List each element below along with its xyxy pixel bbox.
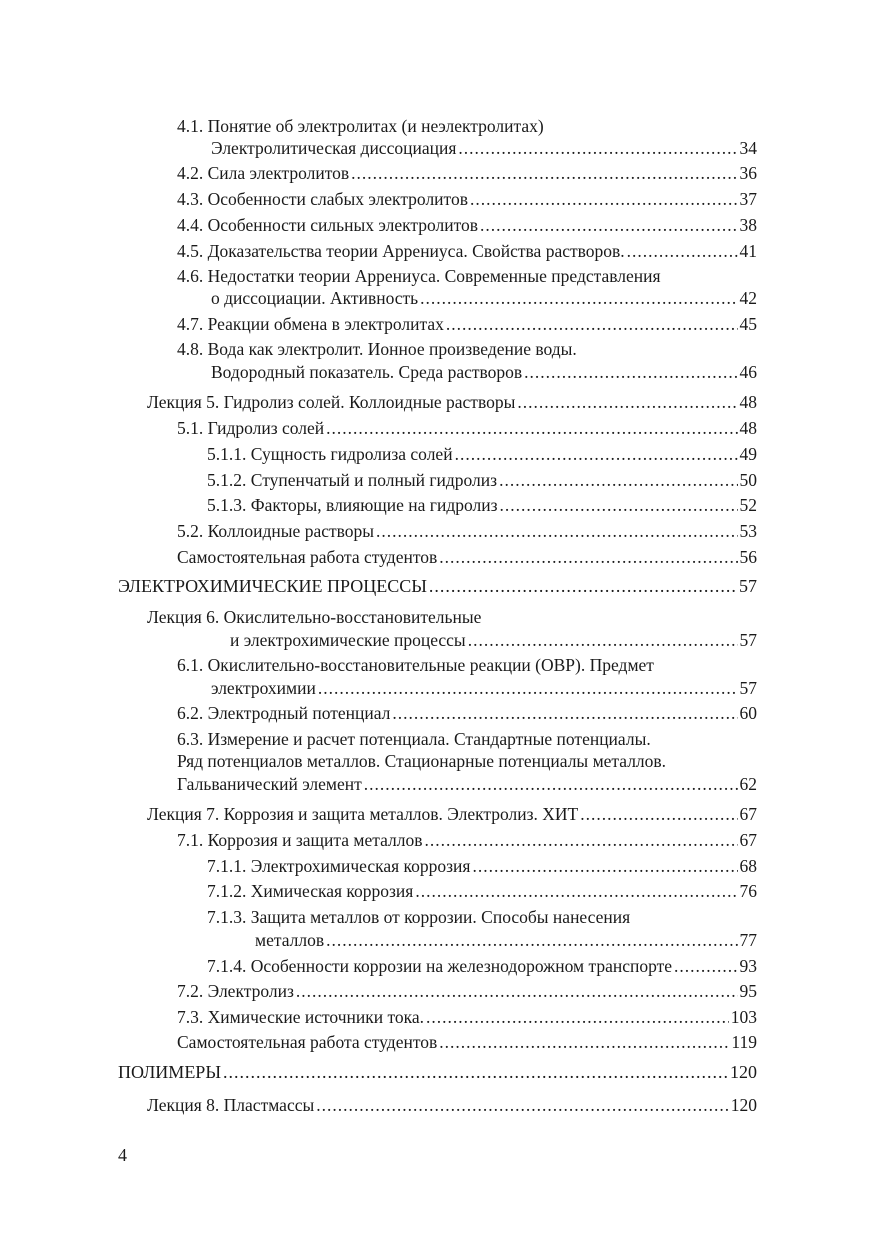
toc-entry-6-3: 6.3. Измерение и расчет потенциала. Стандартные потенциалы. — [177, 729, 651, 749]
toc-entry-7-3: 7.3. Химические источники тока. ..... 103 — [177, 1006, 757, 1028]
toc-entry-4-6: 4.6. Недостатки теории Аррениуса. Современные представления — [177, 266, 661, 286]
toc-entry-4-8-cont: Водородный показатель. Среда растворов ..... 46 — [211, 361, 757, 383]
leader-dots — [326, 929, 737, 951]
page-ref: 41 — [739, 241, 757, 261]
page-ref: 120 — [730, 1062, 757, 1082]
toc-entry-5-1-1: 5.1.1. Сущность гидролиза солей ..... 49 — [207, 443, 757, 465]
page-ref: 77 — [739, 930, 757, 950]
toc-entry-6-2: 6.2. Электродный потенциал ..... 60 — [177, 702, 757, 724]
toc-entry-7-1-3: 7.1.3. Защита металлов от коррозии. Способы нанесения — [207, 907, 631, 927]
page-ref: 34 — [739, 138, 757, 158]
toc-entry-4-1-cont: Электролитическая диссоциация ..... 34 — [211, 137, 757, 159]
page-ref: 57 — [739, 630, 757, 650]
leader-dots — [420, 287, 737, 309]
leader-dots — [470, 188, 738, 210]
leader-dots — [364, 773, 738, 795]
leader-dots — [426, 1006, 729, 1028]
leader-dots — [455, 443, 738, 465]
page-ref: 76 — [739, 881, 757, 901]
toc-entry-6-1-cont: электрохимии ..... 57 — [211, 677, 757, 699]
leader-dots — [674, 955, 737, 977]
page-ref: 48 — [739, 392, 757, 412]
leader-dots — [296, 980, 738, 1002]
page-ref: 37 — [739, 189, 757, 209]
leader-dots — [326, 417, 737, 439]
leader-dots — [524, 361, 737, 383]
toc-entry-7-2: 7.2. Электролиз ..... 95 — [177, 980, 757, 1002]
page-ref: 60 — [739, 703, 757, 723]
leader-dots — [439, 546, 737, 568]
toc-entry-7-1-4: 7.1.4. Особенности коррозии на железнодорожном транспорте ..... 93 — [207, 955, 757, 977]
toc-entry-4-2: 4.2. Сила электролитов ..... 36 — [177, 162, 757, 184]
leader-dots — [517, 391, 737, 413]
leader-dots — [425, 829, 738, 851]
page-ref: 68 — [739, 856, 757, 876]
toc-entry-independent-work-7: Самостоятельная работа студентов ..... 119 — [177, 1031, 757, 1053]
page-ref: 42 — [739, 288, 757, 308]
page-ref: 67 — [739, 830, 757, 850]
toc-part-polymers: ПОЛИМЕРЫ ..... 120 — [118, 1061, 757, 1083]
page-ref: 56 — [739, 547, 757, 567]
leader-dots — [415, 880, 737, 902]
page-ref: 46 — [739, 362, 757, 382]
toc-entry-4-1: 4.1. Понятие об электролитах (и неэлектролитах) — [177, 116, 544, 136]
leader-dots — [458, 137, 737, 159]
leader-dots — [351, 162, 737, 184]
page-ref: 103 — [730, 1007, 757, 1027]
page-ref: 62 — [739, 774, 757, 794]
toc-entry-5-1: 5.1. Гидролиз солей ..... 48 — [177, 417, 757, 439]
page-ref: 49 — [739, 444, 757, 464]
toc-entry-5-1-2: 5.1.2. Ступенчатый и полный гидролиз ..... 50 — [207, 469, 757, 491]
toc-entry-7-1-2: 7.1.2. Химическая коррозия ..... 76 — [207, 880, 757, 902]
leader-dots — [480, 214, 737, 236]
page-ref: 38 — [739, 215, 757, 235]
toc-entry-7-1-1: 7.1.1. Электрохимическая коррозия ..... 68 — [207, 855, 757, 877]
leader-dots — [500, 494, 738, 516]
toc-entry-4-3: 4.3. Особенности слабых электролитов ..... 37 — [177, 188, 757, 210]
leader-dots — [472, 855, 737, 877]
toc-entry-6-3-cont-1: Ряд потенциалов металлов. Стационарные потенциалы металлов. — [177, 751, 667, 771]
leader-dots — [316, 1094, 729, 1116]
leader-dots — [499, 469, 737, 491]
page-ref: 45 — [739, 314, 757, 334]
page-ref: 36 — [739, 163, 757, 183]
page-ref: 53 — [739, 521, 757, 541]
page-ref: 50 — [739, 470, 757, 490]
leader-dots — [446, 313, 738, 335]
page-ref: 48 — [739, 418, 757, 438]
leader-dots — [580, 803, 737, 825]
toc-part-electrochemical: ЭЛЕКТРОХИМИЧЕСКИЕ ПРОЦЕССЫ ..... 57 — [118, 575, 757, 597]
page-ref: 57 — [739, 678, 757, 698]
toc-entry-4-6-cont: о диссоциации. Активность ..... 42 — [211, 287, 757, 309]
page-ref: 93 — [739, 956, 757, 976]
toc-entry-4-4: 4.4. Особенности сильных электролитов ..... 38 — [177, 214, 757, 236]
page-number: 4 — [118, 1145, 127, 1165]
page-ref: 57 — [739, 576, 757, 596]
toc-entry-independent-work-5: Самостоятельная работа студентов ..... 56 — [177, 546, 757, 568]
toc-entry-5-1-3: 5.1.3. Факторы, влияющие на гидролиз ..... 52 — [207, 494, 757, 516]
toc-lecture-6: Лекция 6. Окислительно-восстановительные — [147, 607, 482, 627]
toc-lecture-6-cont: и электрохимические процессы ..... 57 — [230, 629, 757, 651]
toc-lecture-7: Лекция 7. Коррозия и защита металлов. Электролиз. ХИТ ..... 67 — [147, 803, 757, 825]
page-ref: 120 — [730, 1095, 757, 1115]
page-ref: 119 — [731, 1032, 757, 1052]
toc-lecture-5: Лекция 5. Гидролиз солей. Коллоидные растворы ..... 48 — [147, 391, 757, 413]
toc-entry-4-5: 4.5. Доказательства теории Аррениуса. Свойства растворов. ..... 41 — [177, 240, 757, 262]
page-ref: 95 — [739, 981, 757, 1001]
toc-lecture-8: Лекция 8. Пластмассы ..... 120 — [147, 1094, 757, 1116]
toc-entry-6-1: 6.1. Окислительно-восстановительные реакции (ОВР). Предмет — [177, 655, 654, 675]
leader-dots — [439, 1031, 729, 1053]
toc-entry-5-2: 5.2. Коллоидные растворы ..... 53 — [177, 520, 757, 542]
leader-dots — [376, 520, 737, 542]
leader-dots — [429, 575, 737, 597]
toc-entry-7-1-3-cont: металлов ..... 77 — [255, 929, 757, 951]
leader-dots — [392, 702, 737, 724]
leader-dots — [318, 677, 738, 699]
toc-entry-4-8: 4.8. Вода как электролит. Ионное произведение воды. — [177, 339, 577, 359]
leader-dots — [223, 1061, 728, 1083]
leader-dots — [627, 240, 738, 262]
toc-entry-7-1: 7.1. Коррозия и защита металлов ..... 67 — [177, 829, 757, 851]
toc-entry-6-3-cont-2: Гальванический элемент ..... 62 — [177, 773, 757, 795]
page-ref: 67 — [739, 804, 757, 824]
page-ref: 52 — [739, 495, 757, 515]
leader-dots — [468, 629, 738, 651]
toc-entry-4-7: 4.7. Реакции обмена в электролитах ..... 45 — [177, 313, 757, 335]
